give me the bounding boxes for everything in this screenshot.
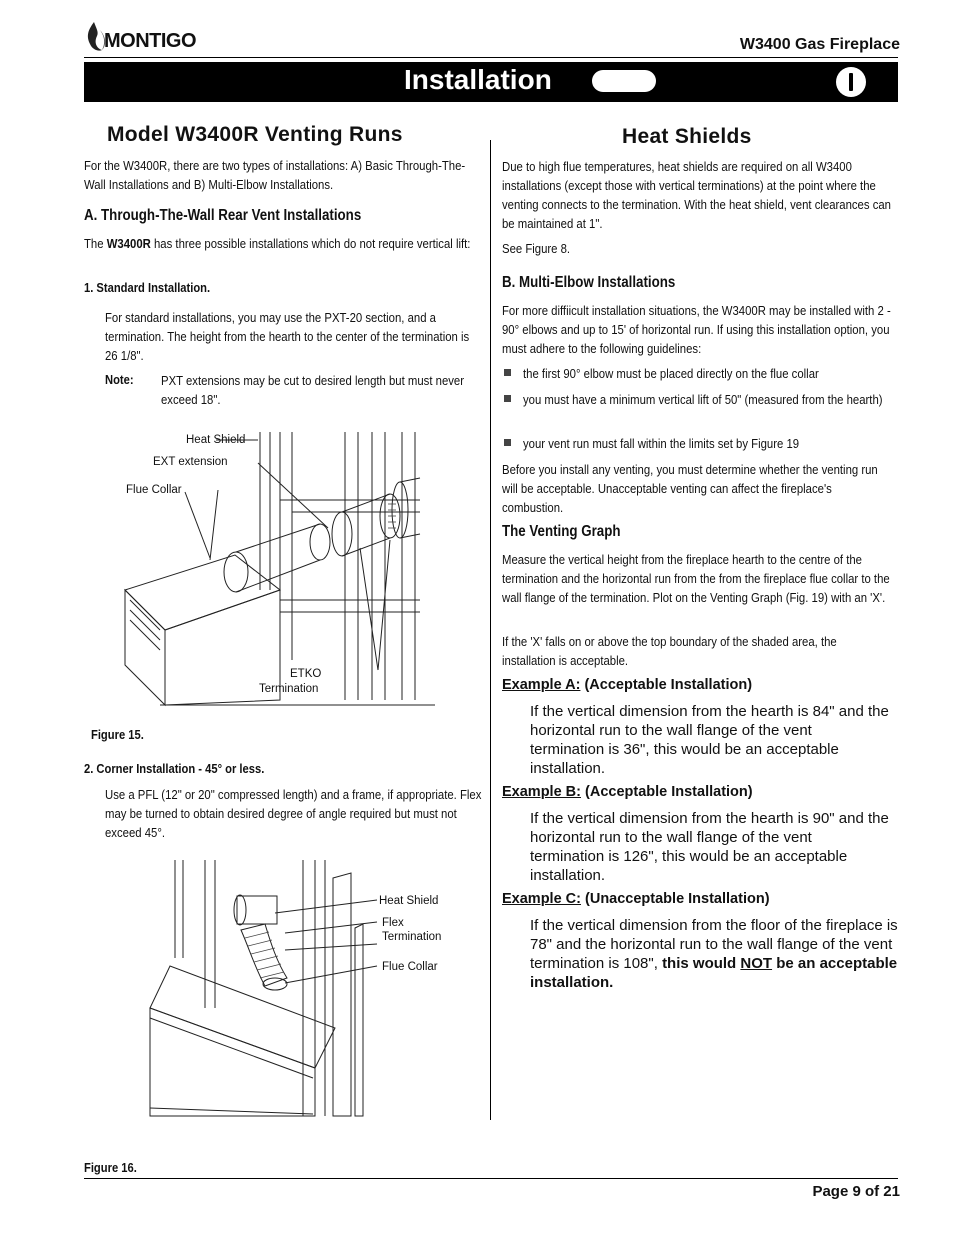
item1-body: For standard installations, you may use the PXT-20 section, and a termination. The height from the hearth to the center of the termination is 26 1/8".: [105, 310, 470, 363]
example-b-body: If the vertical dimension from the hearth is 90" and the horizontal run to the wall flange of the vent termination is 126", this would be an acceptable installation.: [530, 810, 889, 884]
document-title: W3400 Gas Fireplace: [739, 36, 900, 53]
example-a-heading: Example A: (Acceptable Installation): [502, 677, 753, 693]
section-b-heading: B. Multi-Elbow Installations: [502, 274, 676, 291]
section-a-heading: A. Through-The-Wall Rear Vent Installations: [84, 207, 362, 224]
section-b-intro: For more diffiicult installation situations, the W3400R may be installed with 2 - 90° elbows and up to 15' of horizontal run. If using this installation option, you must adhere to the following guidelines:: [502, 303, 891, 356]
item2-body: Use a PFL (12" or 20" compressed length) and a frame, if appropriate. Flex may be turned to obtain desired degree of angle required but must not exceed 45°.: [105, 787, 482, 840]
figure-16-caption: Figure 16.: [84, 1160, 137, 1175]
example-c-body: If the vertical dimension from the floor of the fireplace is 78" and the horizontal run to the wall flange of the vent termination is 108", this would NOT be an acceptable installation.: [530, 917, 898, 991]
venting-graph-heading: The Venting Graph: [502, 523, 621, 540]
bullet-item-3: your vent run must fall within the limits set by Figure 19: [523, 436, 800, 451]
logo-text: MONTIGO: [104, 30, 197, 52]
section-a-intro: The W3400R has three possible installations which do not require vertical lift:: [84, 236, 471, 251]
note-body: PXT extensions may be cut to desired length but must never exceed 18".: [161, 373, 465, 407]
fig15-termination-label: Termination: [259, 683, 319, 695]
before-install-text: Before you install any venting, you must determine whether the venting run will be acceptable. Unacceptable venting can affect the fireplace's combustion.: [502, 462, 878, 515]
bullet-item-1: the first 90° elbow must be placed directly on the flue collar: [523, 366, 819, 381]
figure-15-drawing: [120, 430, 440, 708]
fig15-etko-label: ETKO: [290, 668, 322, 680]
fig15-flue-collar-label: Flue Collar: [126, 484, 182, 496]
wrench-icon: [836, 67, 866, 97]
fig16-heat-shield-label: Heat Shield: [379, 895, 439, 907]
header-rule: [84, 57, 898, 58]
banner-pill-icon: [592, 70, 656, 92]
fig16-flex-label: Flex: [382, 917, 404, 929]
column-divider: [490, 140, 491, 1120]
fig15-ext-extension-label: EXT extension: [153, 456, 228, 468]
left-heading: Model W3400R Venting Runs: [107, 123, 403, 146]
example-c-heading: Example C: (Unacceptable Installation): [502, 891, 770, 907]
see-figure-text: See Figure 8.: [502, 241, 571, 256]
figure-16: [145, 858, 465, 1118]
venting-graph-body: Measure the vertical height from the fireplace hearth to the centre of the termination and the horizontal run from the from the fireplace flue collar to the wall flange of the termination. Plot on the Venting Graph (Fig. 19) with an 'X'.: [502, 552, 890, 605]
example-b-heading: Example B: (Acceptable Installation): [502, 784, 753, 800]
item1-title: 1. Standard Installation.: [84, 280, 211, 295]
x-falls-text: If the 'X' falls on or above the top boundary of the shaded area, the installation is acceptable.: [502, 634, 837, 668]
bullet-item-2: you must have a minimum vertical lift of 50" (measured from the hearth): [523, 392, 883, 407]
bullet-icon: [504, 395, 511, 402]
right-heading: Heat Shields: [622, 125, 752, 148]
montigo-logo: [84, 20, 214, 54]
left-intro: For the W3400R, there are two types of installations: A) Basic Through-The-Wall Installations and B) Multi-Elbow Installations.: [84, 158, 466, 192]
note-label: Note:: [105, 372, 134, 387]
item2-title: 2. Corner Installation - 45° or less.: [84, 761, 265, 776]
heat-shields-body: Due to high flue temperatures, heat shields are required on all W3400 installations (except those with vertical terminations) at the point where the venting connects to the termination. With the heat shield, vent clearances can be maintained at 1".: [502, 159, 891, 231]
fig16-flue-collar-label: Flue Collar: [382, 961, 438, 973]
figure-15: [120, 430, 440, 708]
footer-rule: [84, 1178, 898, 1179]
section-banner: [84, 62, 898, 102]
bullet-icon: [504, 439, 511, 446]
fig15-heat-shield-label: Heat Shield: [186, 434, 246, 446]
page-number: Page 9 of 21: [812, 1183, 900, 1200]
figure-15-caption: Figure 15.: [91, 727, 144, 742]
fig16-termination-label: Termination: [382, 931, 442, 943]
banner-title: Installation: [404, 64, 552, 95]
bullet-icon: [504, 369, 511, 376]
example-a-body: If the vertical dimension from the hearth is 84" and the horizontal run to the wall flange of the vent termination is 36", this would be an acceptable installation.: [530, 703, 889, 777]
